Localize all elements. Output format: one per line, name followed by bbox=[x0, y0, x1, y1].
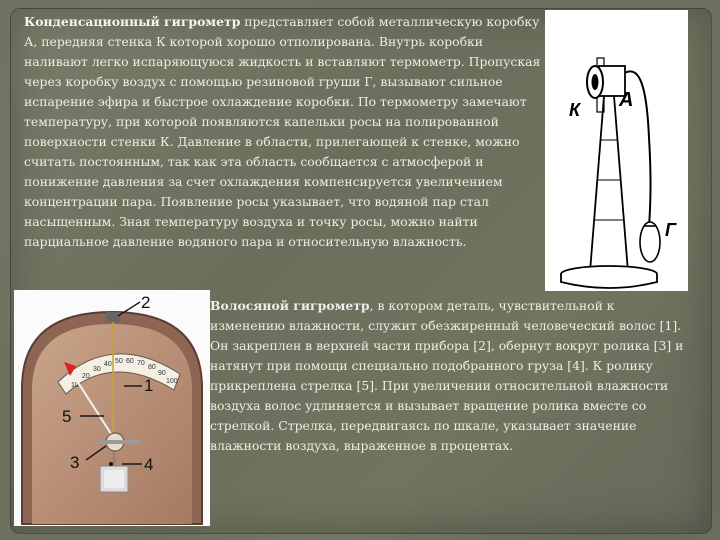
condensation-hygrometer-text: представляет собой металлическую коробку А, передняя стенка К которой хорошо отполирована. Внутрь коробки наливают легко испаряющуюся жидкость и вставляют термометр. Пропуская через коробку воздух с помощью резиновой груши Г, вызывают сильное испарение эфира и быстрое охлаждение коробки. По термометру замечают температуру, при которой появляются капельки росы на полированной поверхности стенки К. Давление в области, прилегающей к стенке, можно считать постоянным, так как эта область сообщается с атмосферой и понижение давления за счет охлаждения компенсируется увеличением концентрации пара. Появление росы указывает, что водяной пар стал насыщенным. Зная температуру воздуха и точку росы, можно найти парциальное давление водяного пара и относительную влажность. bbox=[24, 14, 541, 249]
scale-50: 50 bbox=[115, 358, 123, 365]
hair-hygrometer-text: , в котором деталь, чувствительной к изменению влажности, служит обезжиренный человеческий волос [1]. Он закреплен в верхней части прибора [2], обернут вокруг ролика [3] и натянут при помощи специально подобранного груза [4]. К ролику прикреплена стрелка [5]. При увеличении относительной влажности воздуха волос удлиняется и вызывает вращение ролика вместе со стрелкой. Стрелка, передвигаясь по шкале, указывает значение влажности воздуха, выраженное в процентах. bbox=[210, 298, 684, 453]
condensation-hygrometer-paragraph bbox=[24, 12, 544, 252]
hair-hygrometer-title: Волосяной гигрометр bbox=[210, 298, 370, 313]
scale-80: 80 bbox=[148, 364, 156, 371]
condensation-hygrometer-figure bbox=[545, 10, 688, 291]
label-k: К bbox=[569, 100, 581, 120]
condensation-hygrometer-title: Конденсационный гигрометр bbox=[24, 14, 241, 29]
hair-hygrometer-paragraph bbox=[210, 296, 688, 456]
callout-3: 3 bbox=[70, 453, 80, 472]
scale-20: 20 bbox=[82, 373, 90, 380]
scale-90: 90 bbox=[158, 370, 166, 377]
callout-1: 1 bbox=[144, 376, 154, 395]
label-g: Г bbox=[665, 220, 677, 240]
hair-hygrometer-figure bbox=[14, 290, 210, 526]
callout-5: 5 bbox=[62, 407, 72, 426]
scale-100: 100 bbox=[166, 378, 178, 385]
scale-10: 10 bbox=[71, 382, 79, 389]
scale-70: 70 bbox=[137, 360, 145, 367]
callout-4: 4 bbox=[144, 455, 154, 474]
label-a: А bbox=[619, 89, 634, 111]
scale-60: 60 bbox=[126, 358, 134, 365]
scale-30: 30 bbox=[93, 366, 101, 373]
scale-40: 40 bbox=[104, 361, 112, 368]
callout-2: 2 bbox=[141, 293, 151, 312]
